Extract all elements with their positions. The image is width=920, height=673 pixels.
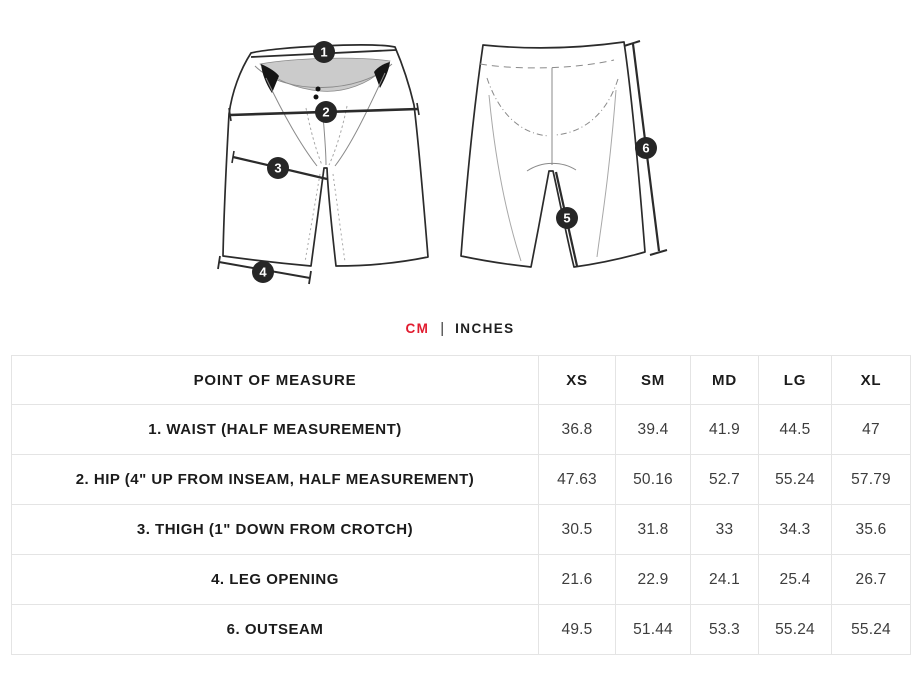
marker-3-thigh (267, 157, 289, 179)
leg-opening-tick-left (218, 256, 220, 269)
marker-6-outseam (635, 137, 657, 159)
marker-5-inseam (556, 207, 578, 229)
header-row (12, 356, 911, 405)
svg-text:2: 2 (322, 104, 330, 120)
svg-text:3: 3 (274, 160, 282, 176)
svg-text:4: 4 (259, 264, 267, 280)
cell-value: 47 (832, 405, 911, 455)
row-label: 3. THIGH (1" DOWN FROM CROTCH) (12, 505, 539, 555)
unit-toggle-cm[interactable]: CM (405, 320, 430, 336)
column-header-sm: SM (616, 356, 691, 405)
unit-toggle (0, 316, 920, 340)
shorts-back-view (461, 41, 667, 267)
cell-value: 50.16 (616, 455, 691, 505)
cell-value: 36.8 (539, 405, 616, 455)
cell-value: 22.9 (616, 555, 691, 605)
cell-value: 25.4 (759, 555, 832, 605)
table-row-outseam (12, 605, 911, 655)
snap-button (316, 87, 321, 92)
column-header-md: MD (691, 356, 759, 405)
cell-value: 39.4 (616, 405, 691, 455)
cell-value: 51.44 (616, 605, 691, 655)
cell-value: 52.7 (691, 455, 759, 505)
back-outline (461, 42, 645, 267)
table-row-waist (12, 405, 911, 455)
cell-value: 55.24 (832, 605, 911, 655)
cell-value: 35.6 (832, 505, 911, 555)
marker-1-waist (313, 41, 335, 63)
cell-value: 41.9 (691, 405, 759, 455)
marker-2-hip (315, 101, 337, 123)
cell-value: 31.8 (616, 505, 691, 555)
cell-value: 33 (691, 505, 759, 555)
unit-toggle-inches[interactable]: INCHES (455, 320, 515, 336)
column-header-point-of-measure: POINT OF MEASURE (12, 356, 539, 405)
cell-value: 57.79 (832, 455, 911, 505)
column-header-xl: XL (832, 356, 911, 405)
row-label: 1. WAIST (HALF MEASUREMENT) (12, 405, 539, 455)
cell-value: 47.63 (539, 455, 616, 505)
svg-text:1: 1 (320, 44, 328, 60)
cell-value: 21.6 (539, 555, 616, 605)
cell-value: 49.5 (539, 605, 616, 655)
snap-button (314, 95, 319, 100)
column-header-xs: XS (539, 356, 616, 405)
cell-value: 30.5 (539, 505, 616, 555)
size-diagram (0, 0, 920, 316)
cell-value: 26.7 (832, 555, 911, 605)
cell-value: 24.1 (691, 555, 759, 605)
cell-value: 55.24 (759, 605, 832, 655)
cell-value: 44.5 (759, 405, 832, 455)
column-header-lg: LG (759, 356, 832, 405)
size-chart-table (11, 355, 911, 655)
cell-value: 34.3 (759, 505, 832, 555)
shorts-front-view (218, 41, 428, 284)
svg-text:5: 5 (563, 210, 571, 226)
table-row-thigh (12, 505, 911, 555)
unit-toggle-separator: | (440, 319, 445, 337)
hip-measure-tick-right (417, 103, 419, 115)
svg-text:6: 6 (642, 140, 650, 156)
cell-value: 55.24 (759, 455, 832, 505)
outseam-tick-top (624, 41, 640, 46)
table-row-leg-opening (12, 555, 911, 605)
table-row-hip (12, 455, 911, 505)
row-label: 6. OUTSEAM (12, 605, 539, 655)
row-label: 2. HIP (4" UP FROM INSEAM, HALF MEASUREMENT) (12, 455, 539, 505)
marker-4-leg-opening (252, 261, 274, 283)
row-label: 4. LEG OPENING (12, 555, 539, 605)
leg-opening-tick-right (309, 271, 311, 284)
cell-value: 53.3 (691, 605, 759, 655)
